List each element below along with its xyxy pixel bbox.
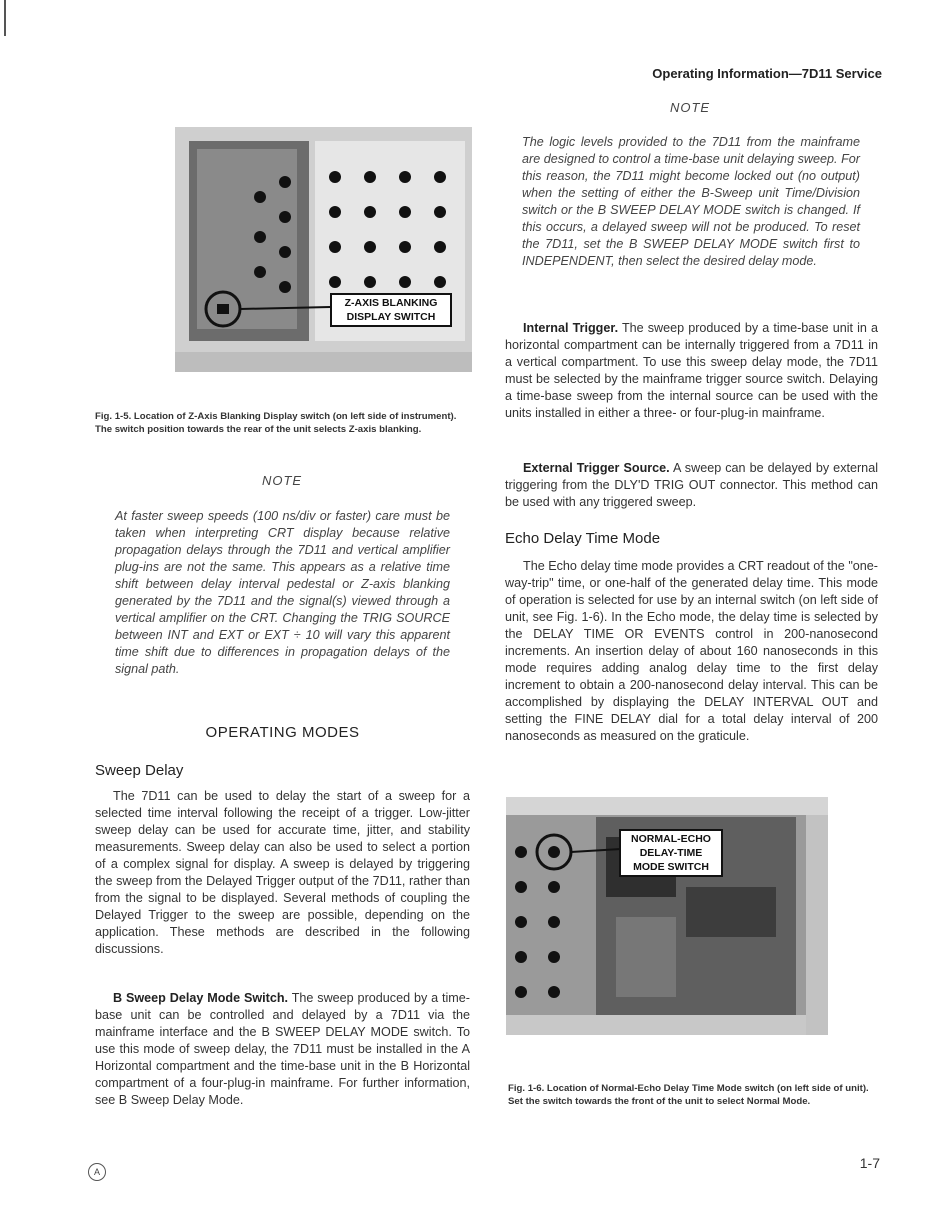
z-axis-callout-label: [330, 293, 452, 327]
figure-1-6-photo: [506, 797, 828, 1035]
internal-trigger-paragraph: [505, 320, 878, 422]
sweep-delay-heading: Sweep Delay: [95, 762, 184, 779]
callout-line: Z-AXIS BLANKING: [344, 297, 438, 309]
echo-paragraph: [505, 558, 878, 745]
circuit-board-illustration: [175, 127, 472, 372]
note-title: NOTE: [261, 473, 303, 488]
figure-1-5-photo: [175, 127, 472, 372]
note-title: NOTE: [669, 100, 711, 115]
figure-1-6-caption: Fig. 1-6. Location of Normal-Echo Delay Time Mode switch (on left side of unit). Set the switch towards the front of the unit to select Normal Mode.: [508, 1083, 869, 1107]
note-text: At faster sweep speeds (100 ns/div or faster) care must be taken when interpreting CRT display because relative propagation delays through the 7D11 and vertical amplifier plug-ins are not the same. This appears as a relative time shift between delay interval pedestal or Z-axis blanking generated by the 7D11 and the signal(s) viewed through a vertical amplifier on the CRT. Changing the TRIG SOURCE between INT and EXT or EXT ÷ 10 will vary this apparent time shift due to differences in propagation delays of the signal path.: [115, 509, 450, 676]
tektronix-logo-icon: A: [88, 1163, 106, 1181]
page-number: 1-7: [859, 1155, 880, 1171]
paragraph-text: The sweep produced by a time-base unit can be controlled and delayed by a 7D11 via the mainframe interface and the B SWEEP DELAY MODE switch. To use this mode of sweep delay, the 7D11 must be installed in the A Horizontal compartment and the time-base unit in the B Horizontal compartment of a four-plug-in mainframe. For further information, see B Sweep Delay Mode.: [95, 991, 470, 1107]
note-text: The logic levels provided to the 7D11 from the mainframe are designed to control a time-base unit delaying sweep. For this reason, the 7D11 might become locked out (no output) when the setting of either the B-Sweep unit Time/Division switch or the B SWEEP DELAY MODE switch is changed. If this occurs, a delayed sweep will not be produced. To reset the 7D11, set the B SWEEP DELAY MODE switch first to INDEPENDENT, then select the desired delay mode.: [522, 135, 860, 268]
echo-heading: Echo Delay Time Mode: [505, 530, 661, 547]
page-header: Operating Information—7D11 Service: [652, 66, 882, 81]
b-sweep-paragraph: [95, 990, 470, 1109]
callout-line: MODE SWITCH: [633, 861, 709, 873]
paragraph-text: A sweep can be delayed by external triggering from the DLY'D TRIG OUT connector. This method can be used with any triggered sweep.: [505, 461, 878, 509]
paragraph-text: The Echo delay time mode provides a CRT readout of the "one-way-trip" time, or one-half of the generated delay time. This mode of operation is selected for use by an internal switch (on left side of unit, see Fig. 1-6). In the Echo mode, the delay time is selected by the DELAY TIME OR EVENTS control in 200-nanosecond increments. An insertion delay of about 160 nanoseconds in this mode requires adding analog delay time to the first delay increment to obtain a 200-nanosecond delay interval. This can be accomplished by displaying the DELAY INTERVAL OUT and setting the FINE DELAY dial for a total delay interval of 200 nanoseconds as measured on the graticule.: [505, 559, 878, 743]
sweep-delay-paragraph: [95, 788, 470, 958]
callout-line: DELAY-TIME: [639, 847, 703, 859]
external-trigger-paragraph: [505, 460, 878, 511]
figure-1-5-caption: Fig. 1-5. Location of Z-Axis Blanking Display switch (on left side of instrument). The switch position towards the rear of the unit selects Z-axis blanking.: [95, 411, 457, 435]
scan-margin-line: [4, 0, 6, 36]
paragraph-text: The 7D11 can be used to delay the start of a sweep for a selected time interval following the receipt of a trigger. Low-jitter sweep delay can be used for accurate time, jitter, and stability measurements. Sweep delay can also be used to select a portion of a complex signal for display. A sweep is delayed by triggering the sweep from the Delayed Trigger output of the 7D11, rather than from the signal to be displayed. Several methods of coupling the Delayed Trigger to the sweep are possible, depending on the application. These methods are described in the following discussions.: [95, 789, 470, 956]
normal-echo-callout-label: [619, 829, 723, 877]
callout-line: DISPLAY SWITCH: [346, 311, 436, 323]
callout-line: NORMAL-ECHO: [631, 833, 711, 845]
run-in-heading: Internal Trigger.: [523, 321, 619, 335]
section-heading: OPERATING MODES: [205, 724, 360, 741]
run-in-heading: B Sweep Delay Mode Switch.: [113, 991, 289, 1005]
run-in-heading: External Trigger Source.: [523, 461, 670, 475]
paragraph-text: The sweep produced by a time-base unit in a horizontal compartment can be internally triggered from a 7D11 in a vertical compartment. To use this sweep delay mode, the 7D11 must be selected by the mainframe trigger source switch. Delaying a time-base sweep from the internal source can be used with the units installed in either a three- or four-plug-in mainframe.: [505, 321, 879, 420]
